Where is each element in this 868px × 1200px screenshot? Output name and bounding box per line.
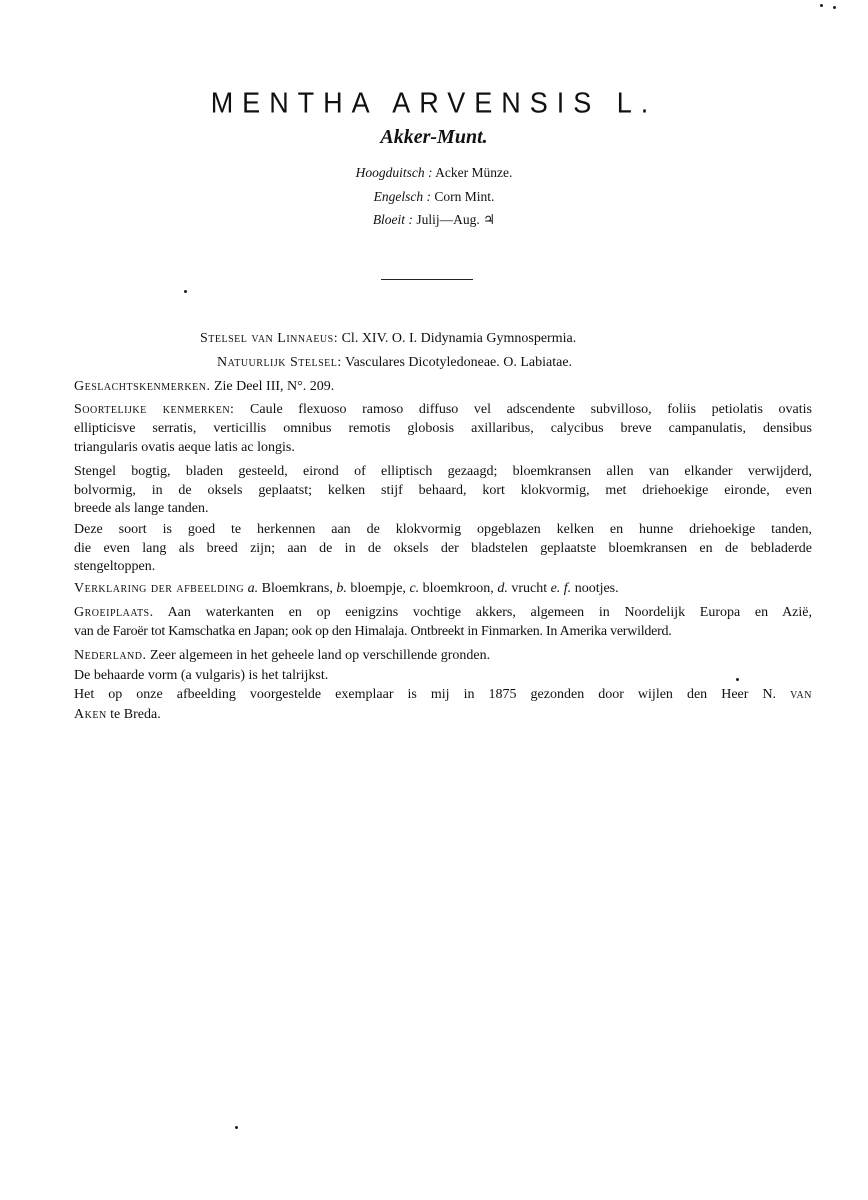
species-char-text-3: triangularis ovatis aeque latis ac longis. (74, 440, 295, 455)
german-name-line (0, 165, 868, 181)
specimen-aken: Aken (74, 707, 107, 722)
species-title: MENTHA ARVENSIS L. (210, 87, 658, 119)
ink-speck (833, 6, 836, 9)
linnaeus-text: Cl. XIV. O. I. Didynamia Gymnospermia. (341, 331, 577, 346)
species-char-heading: Soortelijke kenmerken: (74, 402, 235, 417)
german-value: Acker Münze. (435, 165, 513, 180)
netherlands-heading: Nederland. (74, 648, 147, 663)
common-name: Akker-Munt. (380, 126, 488, 148)
specimen-text-1: Het op onze afbeelding voorgestelde exemplaar is mij in 1875 gezonden door wijlen den Heer N. (74, 687, 777, 702)
bloom-line (0, 212, 868, 228)
natural-system-text: Vasculares Dicotyledoneae. O. Labiatae. (345, 355, 573, 370)
german-label: Hoogduitsch : (355, 165, 433, 180)
species-char-text-2: ellipticisve serratis, verticillis omnibus remotis globosis axillaribus, calycibus breve campanulatis, densibus (74, 421, 812, 436)
legend-key-c: c. (409, 581, 420, 596)
recognition-line-1: Deze soort is goed te herkennen aan de klokvormig opgeblazen kelken en hunne driehoekige tanden, (74, 522, 812, 537)
divider-rule (381, 279, 473, 280)
english-label: Engelsch : (373, 189, 431, 204)
species-char-text-1: Caule flexuoso ramoso diffuso vel adscendente subvilloso, foliis petiolatis ovatis (250, 402, 812, 417)
bloom-label: Bloeit : (372, 212, 413, 227)
stem-desc-line-2: bolvormig, in de oksels geplaatst; kelken stijf behaard, kort klokvormig, met driehoekige eironde, even (74, 483, 812, 498)
species-char-line-1 (74, 401, 812, 419)
ink-speck (736, 678, 739, 681)
legend-text-ef: nootjes. (574, 581, 619, 596)
genus-line (74, 378, 334, 396)
legend-text-b: bloempje, (350, 581, 406, 596)
legend-text-a: Bloemkrans, (261, 581, 333, 596)
hairy-form-line: De behaarde vorm (a vulgaris) is het talrijkst. (74, 668, 329, 683)
ink-speck (820, 4, 823, 7)
legend-text-c: bloemkroon, (422, 581, 494, 596)
legend-key-ef: e. f. (550, 581, 572, 596)
legend-key-b: b. (336, 581, 347, 596)
legend-key-d: d. (497, 581, 508, 596)
english-name-line (0, 189, 868, 205)
genus-text: Zie Deel III, N°. 209. (213, 379, 335, 394)
ink-speck (184, 290, 187, 293)
specimen-text-2: te Breda. (110, 707, 161, 722)
habitat-heading: Groeiplaats. (74, 605, 154, 620)
habitat-line-1 (74, 604, 812, 622)
legend-key-a: a. (247, 581, 259, 596)
specimen-line-1 (74, 686, 812, 704)
stem-desc-line-1: Stengel bogtig, bladen gesteeld, eirond of elliptisch gezaagd; bloemkransen allen van elkander verwijderd, (74, 464, 812, 479)
habitat-text-1: Aan waterkanten en op eenigzins vochtige akkers, algemeen in Noordelijk Europa en Azië, (167, 605, 812, 620)
figure-legend-heading: Verklaring der afbeelding (74, 581, 245, 596)
linnaeus-heading: Stelsel van Linnaeus: (200, 331, 339, 346)
stem-desc-line-3: breede als lange tanden. (74, 501, 209, 516)
genus-heading: Geslachtskenmerken. (74, 379, 211, 394)
linnaeus-line (200, 330, 576, 348)
figure-legend-line (74, 580, 619, 598)
netherlands-text: Zeer algemeen in het geheele land op verschillende gronden. (150, 648, 491, 663)
natural-system-line (217, 354, 572, 372)
netherlands-line (74, 647, 490, 665)
recognition-line-3: stengeltoppen. (74, 559, 156, 574)
bloom-value: Julij—Aug. ♃ (416, 212, 496, 227)
natural-system-heading: Natuurlijk Stelsel: (217, 355, 342, 370)
english-value: Corn Mint. (434, 189, 495, 204)
habitat-text-2: van de Faroër tot Kamschatka en Japan; ook op den Himalaja. Ontbreekt in Finmarken. In Amerika verwilderd. (74, 624, 672, 639)
recognition-line-2: die even lang als breed zijn; aan de in de oksels der bladstelen geplaatste bloemkransen en de bebladerde (74, 541, 812, 556)
ink-speck (235, 1126, 238, 1129)
specimen-line-2 (74, 706, 161, 724)
legend-text-d: vrucht (511, 581, 548, 596)
specimen-van: van (790, 687, 812, 702)
